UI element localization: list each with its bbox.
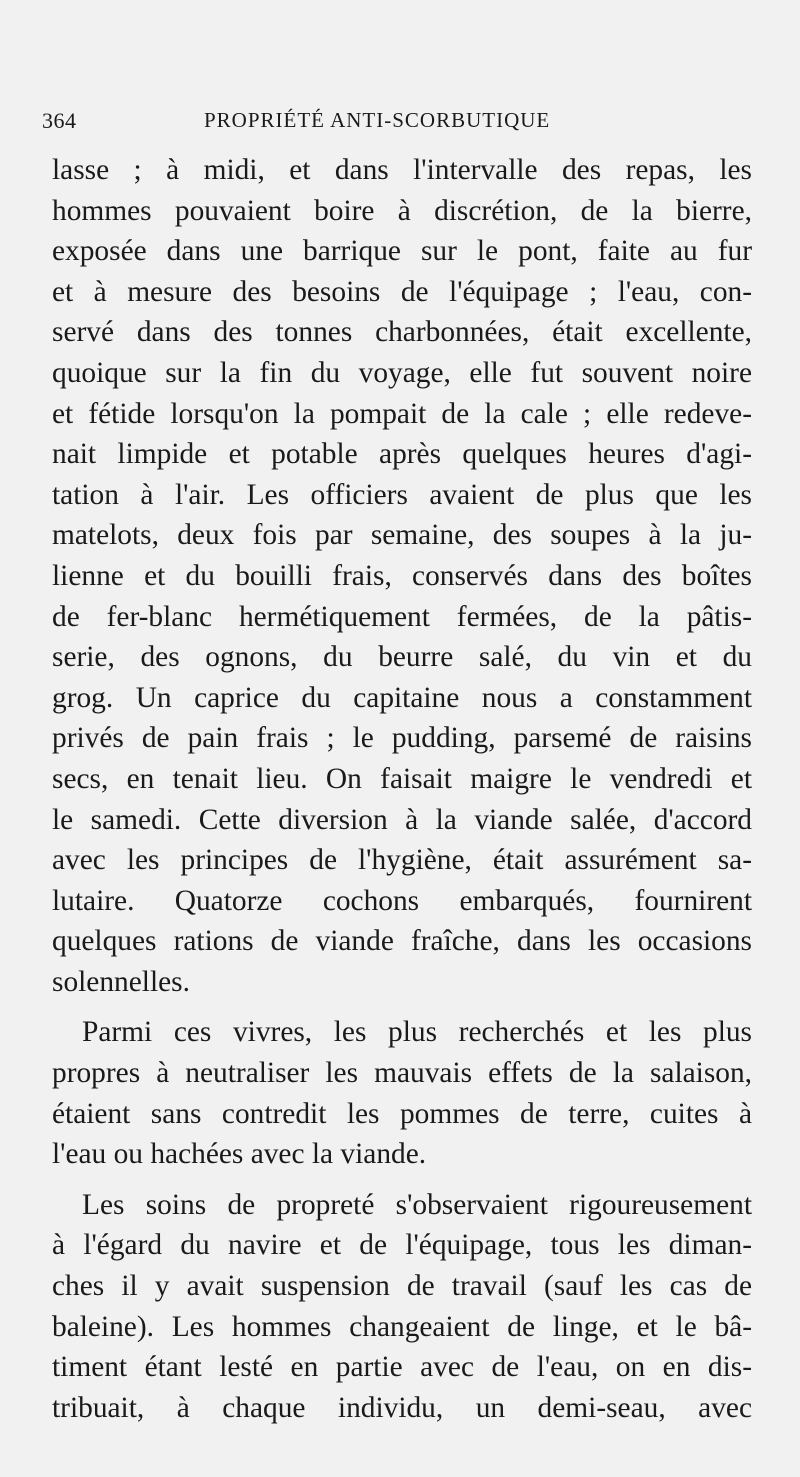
running-head [42, 108, 760, 138]
text-line: lienne et du bouilli frais, conservés dans des boîtes [52, 559, 752, 592]
text-line: timent étant lesté en partie avec de l'eau, on en dis- [52, 1351, 752, 1384]
text-line: nait limpide et potable après quelques heures d'agi- [52, 438, 752, 471]
text-line: ches il y avait suspension de travail (sauf les cas de [52, 1270, 752, 1303]
paragraph-1 [52, 150, 752, 1002]
text-line: le samedi. Cette diversion à la viande salée, d'accord [52, 803, 752, 836]
text-line: et à mesure des besoins de l'équipage ; l'eau, con- [52, 275, 752, 308]
text-line: tation à l'air. Les officiers avaient de plus que les [52, 478, 752, 511]
text-line: quoique sur la fin du voyage, elle fut souvent noire [52, 356, 752, 389]
text-line: serie, des ognons, du beurre salé, du vin et du [52, 641, 752, 674]
text-line: grog. Un caprice du capitaine nous a constamment [52, 681, 752, 714]
running-title: PROPRIÉTÉ ANTI-SCORBUTIQUE [204, 108, 551, 132]
text-line: quelques rations de viande fraîche, dans les occasions [52, 925, 752, 958]
text-line: baleine). Les hommes changeaient de linge, et le bâ- [52, 1310, 752, 1343]
text-line: secs, en tenait lieu. On faisait maigre le vendredi et [52, 762, 752, 795]
text-line: hommes pouvaient boire à discrétion, de la bierre, [52, 194, 752, 227]
page-number: 364 [42, 108, 77, 133]
text-line: exposée dans une barrique sur le pont, faite au fur [52, 235, 752, 268]
text-line: de fer-blanc hermétiquement fermées, de la pâtis- [52, 600, 752, 633]
text-line: et fétide lorsqu'on la pompait de la cale ; elle redeve- [52, 397, 752, 430]
text-line: propres à neutraliser les mauvais effets de la salaison, [52, 1057, 752, 1090]
text-line: Les soins de propreté s'observaient rigoureusement [82, 1188, 752, 1221]
body-text [52, 150, 752, 1428]
text-line: à l'égard du navire et de l'équipage, tous les diman- [52, 1229, 752, 1262]
text-line: étaient sans contredit les pommes de terre, cuites à [52, 1097, 752, 1130]
text-line: matelots, deux fois par semaine, des soupes à la ju- [52, 519, 752, 552]
text-line: avec les principes de l'hygiène, était assurément sa- [52, 844, 752, 877]
text-line: tribuait, à chaque individu, un demi-seau, avec [52, 1391, 752, 1424]
paragraph-2 [52, 1012, 752, 1174]
text-line: Parmi ces vivres, les plus recherchés et les plus [82, 1016, 752, 1049]
text-line: l'eau ou hachées avec la viande. [52, 1138, 427, 1171]
text-line: lutaire. Quatorze cochons embarqués, fournirent [52, 884, 752, 917]
text-line: lasse ; à midi, et dans l'intervalle des repas, les [52, 154, 752, 186]
paragraph-3 [52, 1185, 752, 1429]
text-line: solennelles. [52, 965, 190, 998]
text-line: servé dans des tonnes charbonnées, était excellente, [52, 316, 752, 349]
text-line: privés de pain frais ; le pudding, parsemé de raisins [52, 722, 752, 755]
